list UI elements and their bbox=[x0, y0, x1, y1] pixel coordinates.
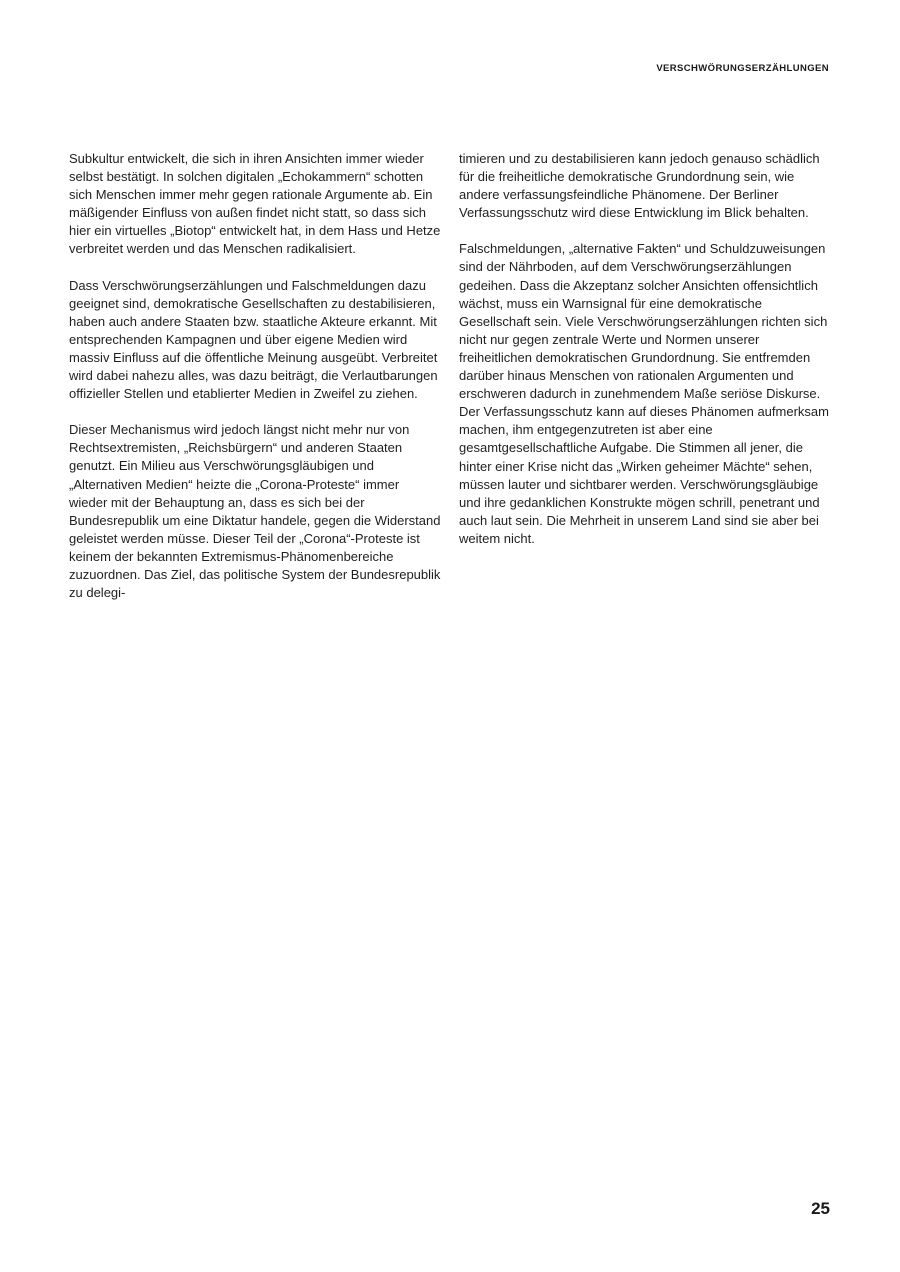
paragraph: Falschmeldungen, „alternative Fakten“ und Schuldzuweisungen sind der Nährboden, auf dem Verschwörungserzählungen gedeihen. Dass die Akzeptanz solcher Ansichten offensichtlich wächst, muss ein Warnsignal für eine demokratische Gesellschaft sein. Viele Verschwörungserzählungen richten sich nicht nur gegen zentrale Werte und Normen unserer freiheitlichen demokratischen Grundordnung. Sie entfremden darüber hinaus Menschen von rationalen Argumenten und erschweren dadurch in zunehmendem Maße seriöse Diskurse. Der Verfassungsschutz kann auf dieses Phänomen aufmerksam machen, ihm entgegenzutreten ist aber eine gesamtgesellschaftliche Aufgabe. Die Stimmen all jener, die hinter einer Krise nicht das „Wirken geheimer Mächte“ sehen, müssen lauter und sichtbarer werden. Verschwörungsgläubige und ihre gedanklichen Konstrukte mögen schrill, penetrant und auch laut sein. Die Mehrheit in unserem Land sind sie aber bei weitem nicht. bbox=[459, 241, 829, 546]
paragraph: Subkultur entwickelt, die sich in ihren Ansichten immer wieder selbst bestätigt. In solchen digitalen „Echokammern“ schotten sich Menschen immer mehr gegen rationale Argumente ab. Ein mäßigender Einfluss von außen findet nicht statt, so dass sich hier ein virtuelles „Biotop“ entwickelt hat, in dem Hass und Hetze verbreitet werden und das Menschen radikalisiert. bbox=[69, 151, 441, 257]
text-column-right bbox=[459, 150, 831, 566]
text-column-left bbox=[69, 150, 441, 620]
page-number: 25 bbox=[811, 1199, 830, 1218]
paragraph: timieren und zu destabilisieren kann jedoch genauso schädlich für die freiheitliche demokratische Grundordnung sein, wie andere verfassungsfeindliche Phänomene. Der Berliner Verfassungsschutz wird diese Entwicklung im Blick behalten. bbox=[459, 151, 820, 221]
paragraph: Dieser Mechanismus wird jedoch längst nicht mehr nur von Rechtsextremisten, „Reichsbürgern“ und anderen Staaten genutzt. Ein Milieu aus Verschwörungsgläubigen und „Alternativen Medien“ heizte die „Corona-Proteste“ immer wieder mit der Behauptung an, dass es sich bei der Bundesrepublik um eine Diktatur handele, gegen die Widerstand geleistet werden müsse. Dieser Teil der „Corona“-Proteste ist keinem der bekannten Extremismus-Phänomenbereiche zuzuordnen. Das Ziel, das politische System der Bundesrepublik zu delegi- bbox=[69, 422, 441, 601]
paragraph: Dass Verschwörungserzählungen und Falschmeldungen dazu geeignet sind, demokratische Gesellschaften zu destabilisieren, haben auch andere Staaten bzw. staatliche Akteure erkannt. Mit entsprechenden Kampagnen und über eigene Medien wird massiv Einfluss auf die öffentliche Meinung ausgeübt. Verbreitet wird dabei nahezu alles, was dazu beiträgt, die Verlautbarungen offizieller Stellen und etablierter Medien in Zweifel zu ziehen. bbox=[69, 277, 438, 402]
running-title: VERSCHWÖRUNGSERZÄHLUNGEN bbox=[656, 63, 829, 74]
